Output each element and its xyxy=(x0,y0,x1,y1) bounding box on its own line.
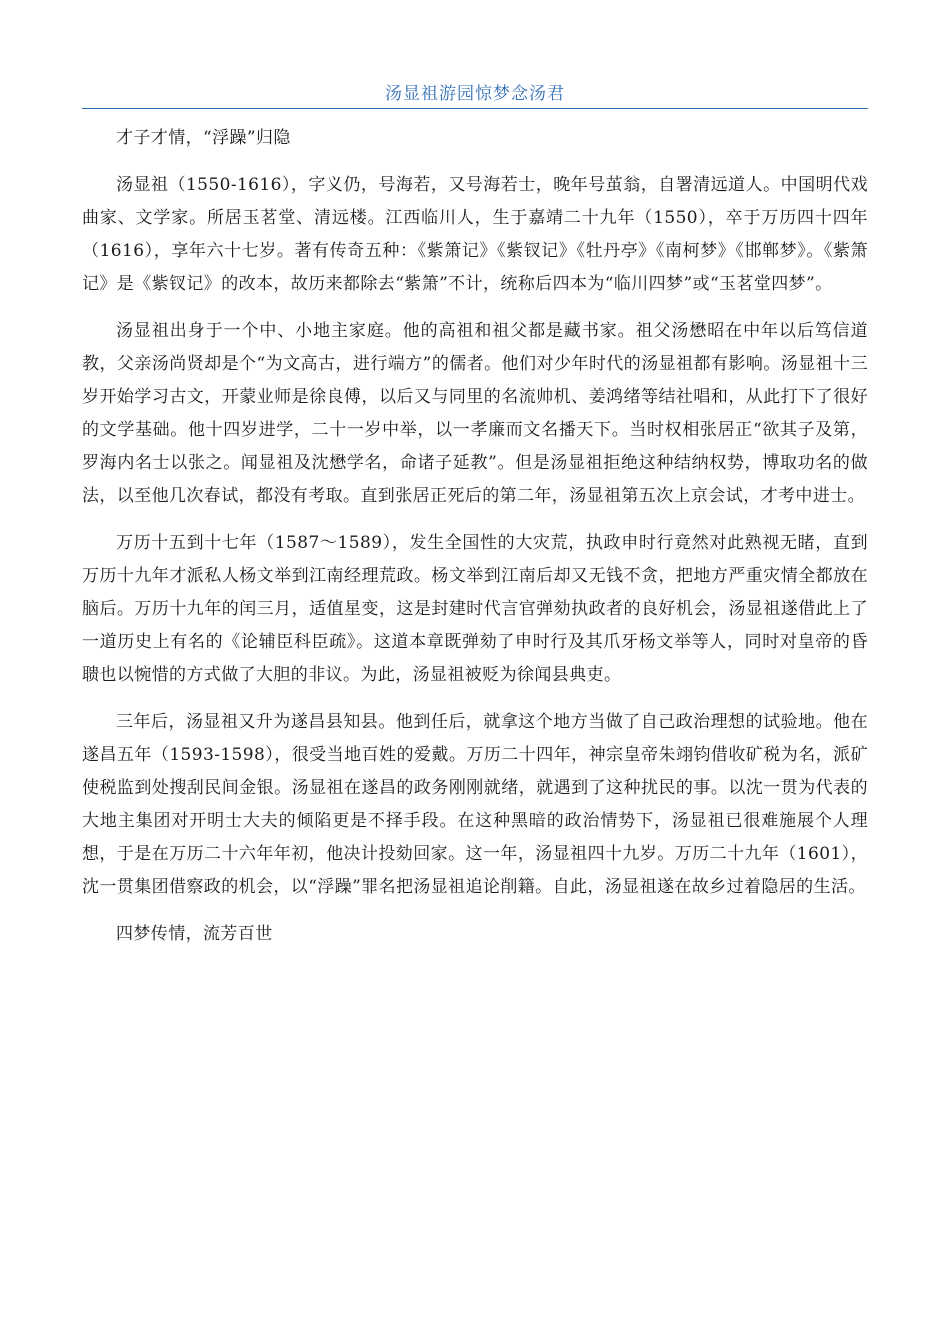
section-heading: 才子才情，“浮躁”归隐 xyxy=(116,128,291,148)
page-header xyxy=(82,80,868,109)
paragraph-suichang: 三年后，汤显祖又升为遂昌县知县。他到任后，就拿这个地方当做了自己政治理想的试验地。他在遂昌五年（1593-1598），很受当地百姓的爱戴。万历二十四年，神宗皇帝朱翊钧借收矿税为名，派矿使税监到处搜刮民间金银。汤显祖在遂昌的政务刚刚就绪，就遇到了这种扰民的事。以沈一贯为代表的大地主集团对开明士大夫的倾陷更是不择手段。在这种黑暗的政治情势下，汤显祖已很难施展个人理想，于是在万历二十六年年初，他决计投劾回家。这一年，汤显祖四十九岁。万历二十九年（1601），沈一贯集团借察政的机会，以“浮躁”罪名把汤显祖追论削籍。自此，汤显祖遂在故乡过着隐居的生活。 xyxy=(82,712,868,897)
document-body xyxy=(82,122,868,951)
paragraph-family: 汤显祖出身于一个中、小地主家庭。他的高祖和祖父都是藏书家。祖父汤懋昭在中年以后笃信道教，父亲汤尚贤却是个“为文高古，进行端方”的儒者。他们对少年时代的汤显祖都有影响。汤显祖十三岁开始学习古文，开蒙业师是徐良傅，以后又与同里的名流帅机、姜鸿绪等结社唱和，从此打下了很好的文学基础。他十四岁进学，二十一岁中举，以一孝廉而文名播天下。当时权相张居正“欲其子及第，罗海内名士以张之。闻显祖及沈懋学名，命诸子延教”。但是汤显祖拒绝这种结纳权势，博取功名的做法，以至他几次春试，都没有考取。直到张居正死后的第二年，汤显祖第五次上京会试，才考中进士。 xyxy=(82,321,868,506)
paragraph-famine: 万历十五到十七年（1587～1589），发生全国性的大灾荒，执政申时行竟然对此熟视无睹，直到万历十九年才派私人杨文举到江南经理荒政。杨文举到江南后却又无钱不贪，把地方严重灾情全都放在脑后。万历十九年的闰三月，适值星变，这是封建时代言官弹劾执政者的良好机会，汤显祖遂借此上了一道历史上有名的《论辅臣科臣疏》。这道本章既弹劾了申时行及其爪牙杨文举等人，同时对皇帝的昏聩也以惋惜的方式做了大胆的非议。为此，汤显祖被贬为徐闻县典吏。 xyxy=(82,533,868,685)
paragraph-intro: 汤显祖（1550-1616），字义仍，号海若，又号海若士，晚年号茧翁，自署清远道人。中国明代戏曲家、文学家。所居玉茗堂、清远楼。江西临川人，生于嘉靖二十九年（1550），卒于万历四十四年（1616），享年六十七岁。著有传奇五种：《紫箫记》《紫钗记》《牡丹亭》《南柯梦》《邯郸梦》。《紫箫记》是《紫钗记》的改本，故历来都除去“紫箫”不计，统称后四本为“临川四梦”或“玉茗堂四梦”。 xyxy=(82,175,868,294)
header-title: 汤显祖游园惊梦念汤君 xyxy=(385,84,565,104)
section-heading: 四梦传情，流芳百世 xyxy=(116,924,273,944)
